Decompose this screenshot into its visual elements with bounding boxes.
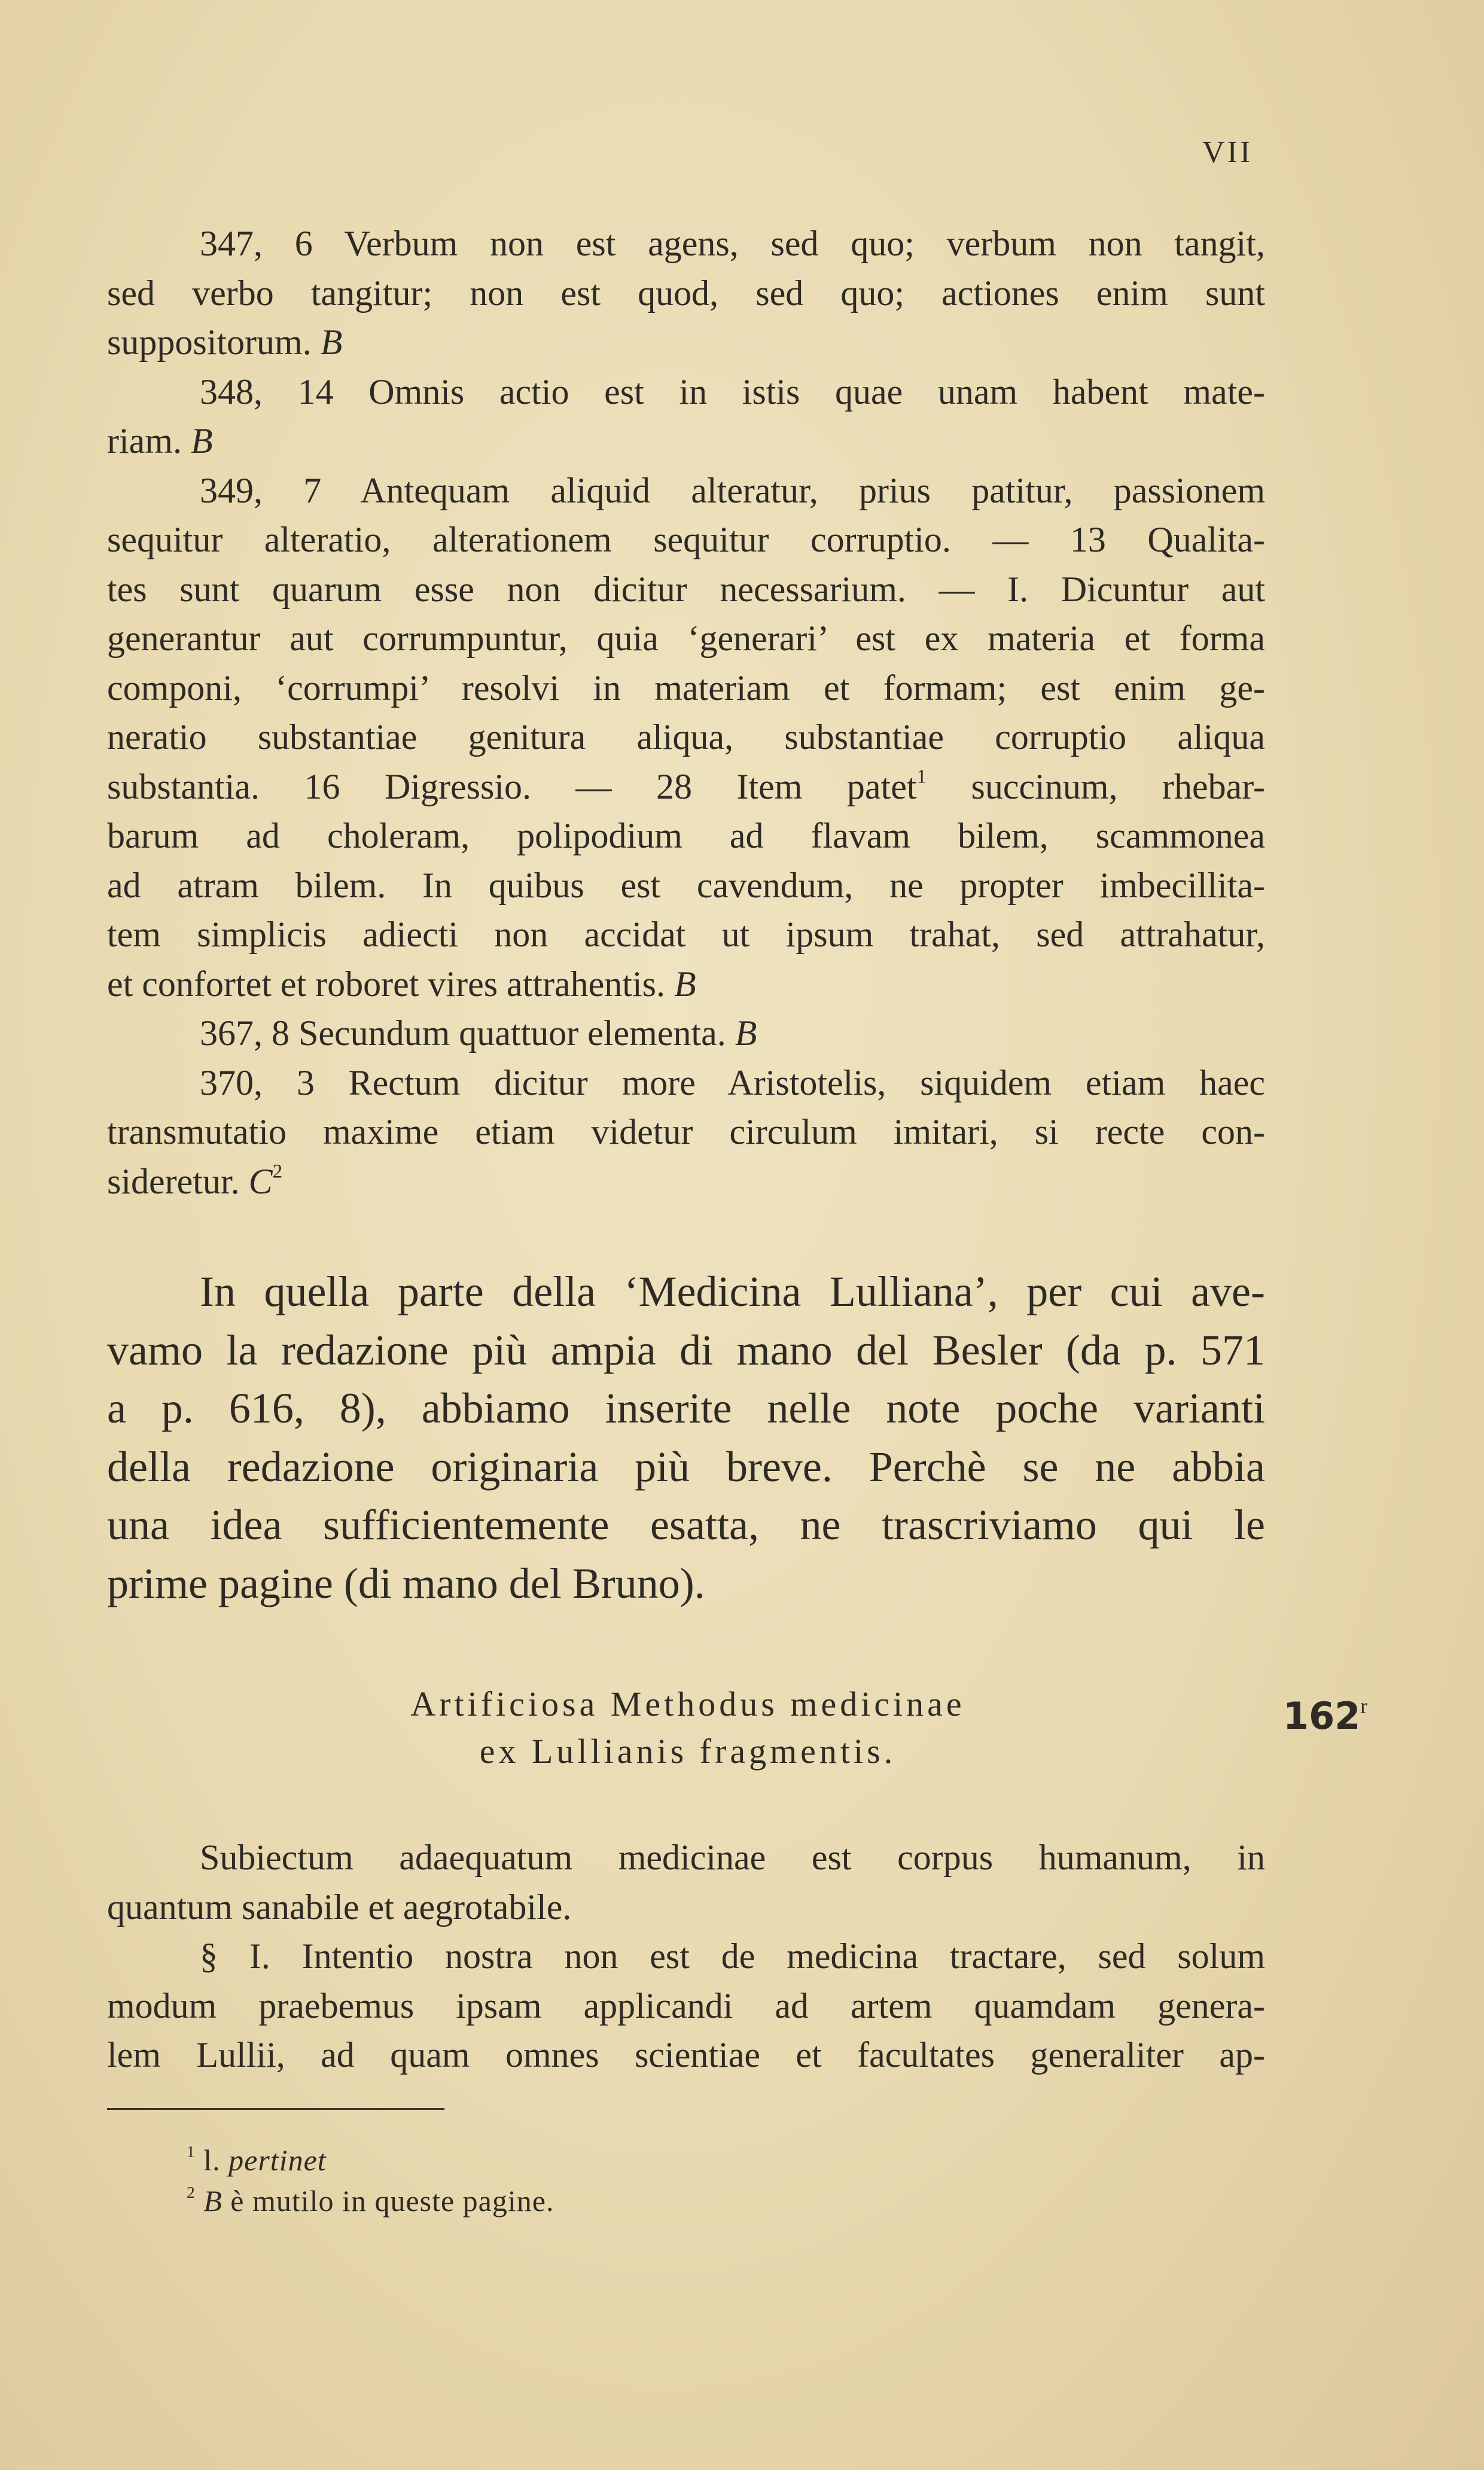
text-segment: una idea sufficientemente esatta, ne trascriviamo qui le	[107, 1501, 1265, 1549]
text-segment: quantum sanabile et aegrotabile.	[107, 1887, 572, 1927]
text-segment: 367, 8 Secundum quattuor elementa.	[200, 1013, 735, 1053]
footnote-text: l.	[203, 2143, 229, 2177]
siglum: B	[674, 964, 696, 1004]
text-line	[107, 1442, 1265, 1492]
text-line	[107, 1558, 1265, 1609]
section-title-line-1: Artificiosa Methodus medicinae	[410, 1685, 965, 1723]
text-segment: transmutatio maxime etiam videtur circulum imitari, si recte con-	[107, 1112, 1265, 1152]
text-line	[107, 519, 1265, 561]
text-segment: Subiectum adaequatum medicinae est corpus humanum, in	[200, 1838, 1265, 1877]
text-segment: substantia. 16 Digressio. — 28 Item patet	[107, 766, 917, 806]
text-segment: modum praebemus ipsam applicandi ad artem quamdam genera-	[107, 1985, 1265, 2026]
text-segment: 348, 14 Omnis actio est in istis quae unam habent mate-	[200, 371, 1265, 412]
text-segment: sideretur.	[107, 1161, 249, 1201]
text-segment: tes sunt quarum esse non dicitur necessarium. — I. Dicuntur aut	[107, 569, 1265, 609]
text-segment: a p. 616, 8), abbiamo inserite nelle note poche varianti	[107, 1384, 1265, 1432]
text-line	[107, 2034, 1265, 2076]
text-line	[107, 766, 1265, 808]
text-line	[200, 1012, 1265, 1054]
text-line	[200, 1062, 1265, 1104]
footnote-divider	[107, 2108, 444, 2110]
footnote-reference: 2	[272, 1161, 283, 1183]
text-line	[107, 716, 1265, 758]
text-segment: 349, 7 Antequam aliquid alteratur, prius patitur, passionem	[200, 470, 1265, 510]
siglum: B	[320, 322, 343, 362]
text-segment: In quella parte della ‘Medicina Lulliana’, per cui ave-	[200, 1268, 1265, 1315]
text-line	[200, 1266, 1265, 1317]
footnote-number: 2	[187, 2183, 196, 2201]
siglum: B	[190, 421, 213, 461]
footnote	[187, 2183, 554, 2218]
text-segment: componi, ‘corrumpi’ resolvi in materiam et formam; est enim ge-	[107, 668, 1265, 708]
text-segment: tem simplicis adiecti non accidat ut ipsum trahat, sed attrahatur,	[107, 915, 1265, 954]
text-line	[107, 963, 1265, 1005]
text-segment: suppositorum.	[107, 322, 321, 362]
text-segment: prime pagine (di mano del Bruno).	[107, 1559, 705, 1607]
text-line	[107, 568, 1265, 610]
text-segment: generantur aut corrumpuntur, quia ‘generari’ est ex materia et forma	[107, 619, 1265, 658]
text-segment: riam.	[107, 421, 191, 461]
text-line	[107, 1161, 1265, 1202]
footnote-number: 1	[187, 2142, 196, 2161]
text-segment: vamo la redazione più ampia di mano del Besler (da p. 571	[107, 1326, 1265, 1374]
text-line	[107, 272, 1265, 314]
text-line	[200, 1836, 1265, 1878]
text-line	[107, 667, 1265, 709]
siglum: C	[248, 1161, 273, 1201]
text-line	[107, 864, 1265, 906]
text-line	[107, 1500, 1265, 1550]
text-segment: § I. Intentio nostra non est de medicina tractare, sed solum	[200, 1936, 1265, 1976]
text-segment: neratio substantiae genitura aliqua, substantiae corruptio aliqua	[107, 717, 1265, 757]
text-segment: succinum, rhebar-	[927, 766, 1265, 806]
text-line	[107, 1111, 1265, 1153]
footnote-text: B	[203, 2184, 223, 2218]
footnote	[187, 2143, 327, 2177]
text-line	[107, 913, 1265, 955]
manuscript-folio-side: r	[1360, 1695, 1367, 1717]
siglum: B	[735, 1013, 757, 1053]
text-segment: lem Lullii, ad quam omnes scientiae et facultates generaliter ap-	[107, 2035, 1265, 2075]
page-folio-number: VII	[1202, 135, 1253, 169]
text-line	[200, 371, 1265, 413]
text-line	[107, 321, 1265, 363]
manuscript-folio-marker	[1283, 1694, 1367, 1738]
text-line	[107, 1383, 1265, 1433]
text-segment: della redazione originaria più breve. Perchè se ne abbia	[107, 1442, 1265, 1491]
text-line	[107, 420, 1265, 462]
text-segment: 347, 6 Verbum non est agens, sed quo; verbum non tangit,	[200, 224, 1265, 263]
text-line	[107, 815, 1265, 857]
text-segment: sed verbo tangitur; non est quod, sed quo; actiones enim sunt	[107, 273, 1265, 313]
text-segment: barum ad choleram, polipodium ad flavam bilem, scammonea	[107, 816, 1265, 855]
text-line	[107, 1325, 1265, 1375]
text-line	[107, 1886, 1265, 1928]
text-segment: 370, 3 Rectum dicitur more Aristotelis, siquidem etiam haec	[200, 1062, 1265, 1102]
text-segment: sequitur alteratio, alterationem sequitur corruptio. — 13 Qualita-	[107, 520, 1265, 559]
text-line	[107, 1985, 1265, 2027]
text-line	[200, 1935, 1265, 1977]
footnote-text: pertinet	[228, 2143, 327, 2177]
footnote-reference: 1	[916, 766, 927, 788]
text-segment: et confortet et roboret vires attrahentis.	[107, 964, 674, 1004]
text-line	[200, 223, 1265, 264]
footnote-text: è mutilo in queste pagine.	[222, 2184, 554, 2218]
manuscript-folio-number: 162	[1283, 1694, 1361, 1738]
text-line	[200, 470, 1265, 511]
text-segment: ad atram bilem. In quibus est cavendum, ne propter imbecillita-	[107, 865, 1265, 905]
section-title-line-2: ex Lullianis fragmentis.	[479, 1732, 897, 1771]
text-line	[107, 617, 1265, 659]
